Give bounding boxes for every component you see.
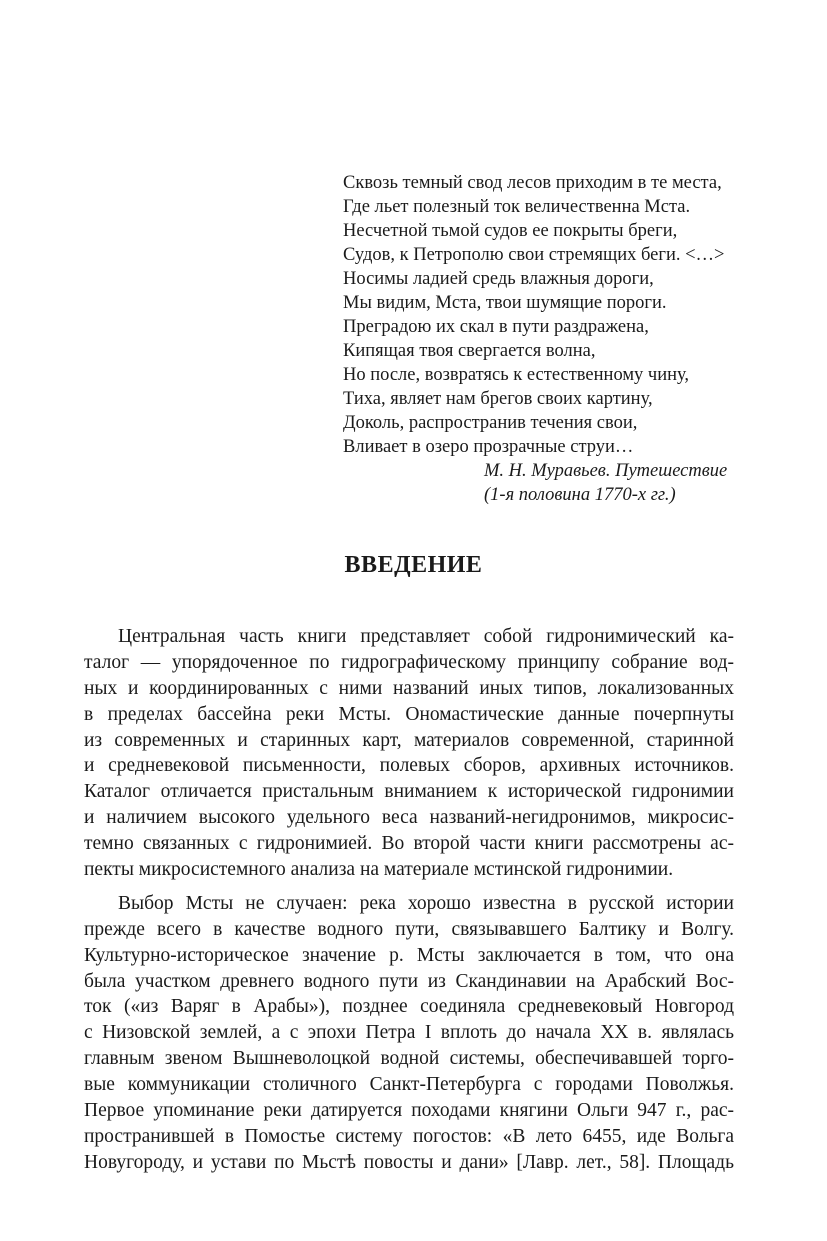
verse-line: Вливает в озеро прозрачные струи…	[343, 437, 634, 457]
verse-line: Где льет полезный ток величественна Мста.	[343, 197, 691, 217]
verse-line: Носимы ладией средь влажныя дороги,	[343, 269, 654, 289]
epigraph-author: М. Н. Муравьев. Путешествие	[484, 461, 728, 481]
text-line: Центральная часть книги представляет собой гидронимический ка-	[118, 626, 734, 647]
verse-line: Несчетной тьмой судов ее покрыты бреги,	[343, 221, 678, 241]
text-line: с Низовской землей, а с эпохи Петра I вплоть до начала XX в. являлась	[84, 1022, 734, 1044]
paragraph-2	[84, 891, 734, 1176]
text-line: Культурно-историческое значение р. Мсты заключается в том, что она	[84, 944, 734, 966]
verse-line: Но после, возвратясь к естественному чину,	[343, 365, 690, 385]
body-text	[84, 624, 734, 1176]
text-line: Первое упоминание реки датируется походами княгини Ольги 947 г., рас-	[84, 1100, 734, 1122]
text-line: в пределах бассейна реки Мсты. Ономастические данные почерпнуты	[84, 703, 734, 725]
text-line: из современных и старинных карт, материалов современной, старинной	[84, 729, 734, 751]
text-line: вые коммуникации столичного Санкт-Петербурга с городами Поволжья.	[84, 1074, 734, 1096]
verse-line: Преградою их скал в пути раздражена,	[343, 317, 649, 337]
epigraph-date: (1-я половина 1770-х гг.)	[484, 485, 676, 505]
verse-line: Сквозь темный свод лесов приходим в те места,	[343, 173, 722, 193]
verse-line: Тиха, являет нам брегов своих картину,	[343, 389, 653, 409]
text-line: и наличием высокого удельного веса названий-негидронимов, микросис-	[84, 807, 734, 829]
verse-line: Доколь, распространив течения свои,	[343, 413, 638, 433]
text-line: была участком древнего водного пути из Скандинавии на Арабский Вос-	[84, 970, 734, 992]
section-heading: ВВЕДЕНИЕ	[344, 552, 483, 578]
text-line: прежде всего в качестве водного пути, связывавшего Балтику и Волгу.	[84, 918, 734, 940]
verse-line: Судов, к Петрополю свои стремящих беги. <…>	[343, 245, 725, 265]
verse-line: Мы видим, Мста, твои шумящие пороги.	[343, 293, 667, 313]
text-line: и средневековой письменности, полевых сборов, архивных источников.	[84, 755, 734, 777]
verse-line: Кипящая твоя свергается волна,	[343, 341, 596, 361]
text-line: Новугороду, и устави по Мьстѣ повосты и дани» [Лавр. лет., 58]. Площадь	[84, 1151, 734, 1173]
text-line: пространившей в Помостье систему погостов: «В лето 6455, иде Вольга	[84, 1125, 734, 1147]
text-line: Выбор Мсты не случаен: река хорошо известна в русской истории	[118, 892, 734, 914]
paragraph-1	[84, 624, 734, 883]
text-line: Каталог отличается пристальным вниманием к исторической гидронимии	[84, 781, 734, 803]
text-line: ток («из Варяг в Арабы»), позднее соединяла средневековый Новгород	[84, 996, 734, 1018]
text-line: пекты микросистемного анализа на материале мстинской гидронимии.	[84, 859, 674, 881]
text-line: ных и координированных с ними названий иных типов, локализованных	[84, 677, 734, 699]
epigraph	[343, 171, 763, 507]
text-line: темно связанных с гидронимией. Во второй части книги рассмотрены ас-	[84, 833, 734, 855]
text-line: талог — упорядоченное по гидрографическому принципу собрание вод-	[84, 651, 734, 673]
text-line: главным звеном Вышневолоцкой водной системы, обеспечивавшей торго-	[84, 1048, 734, 1070]
